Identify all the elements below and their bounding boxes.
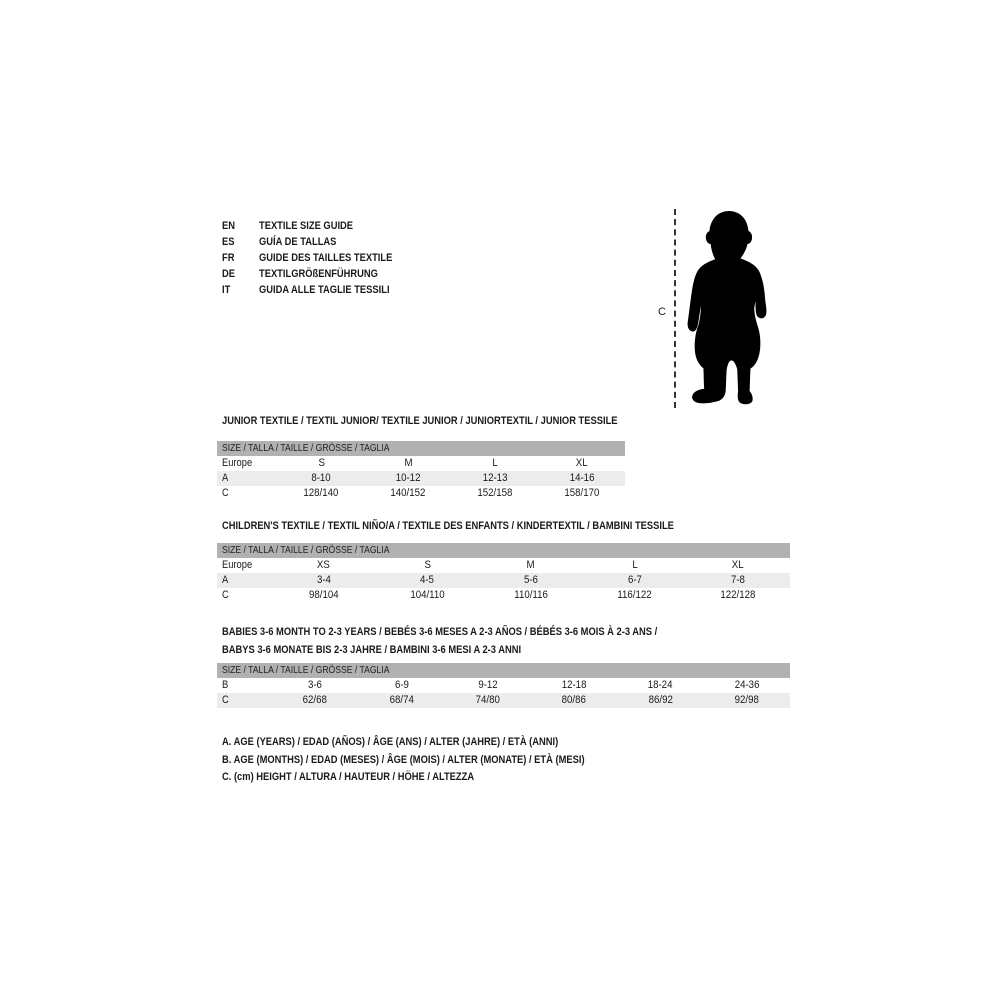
table-cell-text: 104/110 — [410, 589, 445, 601]
size-table — [217, 441, 625, 501]
table-cell-text: 7-8 — [731, 574, 746, 586]
table-row — [217, 573, 790, 588]
guide-title-text — [259, 250, 416, 266]
table-cell — [278, 486, 365, 501]
table-cell — [376, 588, 480, 603]
table-cell — [538, 456, 625, 471]
table-cell-text: L — [631, 559, 638, 571]
row-label — [217, 486, 278, 501]
table-cell — [538, 486, 625, 501]
table-cell-text: 74/80 — [475, 694, 500, 706]
table-title-line — [222, 413, 687, 431]
table-title-line — [222, 518, 754, 536]
language-title-row — [222, 266, 416, 282]
table-cell-text: 8-10 — [311, 472, 332, 484]
table-cell — [583, 558, 687, 573]
table-cell-text: 152/158 — [477, 487, 513, 499]
table-cell-text: M — [526, 559, 536, 571]
size-table — [217, 543, 790, 603]
table-cell — [445, 693, 531, 708]
row-label-text: C — [222, 487, 229, 499]
table-cell — [445, 678, 531, 693]
language-code — [222, 282, 259, 298]
size-header-bar — [217, 441, 625, 456]
table-cell — [704, 678, 790, 693]
table-cell — [272, 693, 358, 708]
table-cell — [479, 573, 583, 588]
table-title-line — [222, 624, 734, 642]
table-cell-text: 68/74 — [389, 694, 414, 706]
table-cell-text: 158/170 — [564, 487, 600, 499]
row-label — [217, 693, 272, 708]
table-cell-text: 10-12 — [395, 472, 421, 484]
row-label-text: Europe — [222, 457, 253, 469]
table-cell-text: 4-5 — [420, 574, 435, 586]
table-title — [222, 624, 734, 659]
table-cell — [452, 471, 539, 486]
language-code-text: IT — [222, 284, 231, 296]
table-cell — [272, 573, 376, 588]
size-header-bar — [217, 663, 790, 678]
table-cell — [376, 558, 480, 573]
table-cell-text: S — [318, 457, 325, 469]
table-cell-text: 9-12 — [478, 679, 498, 691]
table-cell — [583, 588, 687, 603]
table-title-text: BABIES 3-6 MONTH TO 2-3 YEARS / BEBÉS 3-6 MESES A 2-3 AÑOS / BÉBÉS 3-6 MOIS À 2-3 ANS / — [222, 626, 658, 638]
table-cell-text: 18-24 — [648, 679, 673, 691]
table-title — [222, 413, 687, 431]
table-cell — [617, 678, 703, 693]
table-cell-text: 86/92 — [648, 694, 673, 706]
table-cell-text: XL — [732, 559, 745, 571]
row-label-text: A — [222, 574, 229, 586]
toddler-silhouette-icon — [684, 208, 774, 408]
table-cell-text: XS — [317, 559, 331, 571]
table-row — [217, 558, 790, 573]
table-cell — [365, 471, 452, 486]
table-cell — [278, 456, 365, 471]
size-table — [217, 663, 790, 708]
table-cell — [686, 558, 790, 573]
table-cell-text: L — [492, 457, 498, 469]
guide-title-label: TEXTILE SIZE GUIDE — [259, 220, 354, 232]
table-cell-text: 110/116 — [514, 589, 548, 601]
row-label — [217, 456, 278, 471]
size-header-bar — [217, 543, 790, 558]
table-cell-text: 6-7 — [627, 574, 642, 586]
table-cell-text: 128/140 — [303, 487, 339, 499]
table-cell-text: 24-36 — [734, 679, 760, 691]
row-label-text: C — [222, 694, 229, 706]
language-code — [222, 234, 259, 250]
table-cell — [272, 678, 358, 693]
guide-title-label: GUIDA ALLE TAGLIE TESSILI — [259, 284, 390, 296]
table-cell-text: 5-6 — [523, 574, 538, 586]
legend-line-text: C. (cm) HEIGHT / ALTURA / HAUTEUR / HÖHE / ALTEZZA — [222, 771, 475, 783]
table-cell — [365, 486, 452, 501]
table-cell-text: 116/122 — [617, 589, 652, 601]
language-code-text: FR — [222, 252, 235, 264]
table-title-text: BABYS 3-6 MONATE BIS 2-3 JAHRE / BAMBINI 3-6 MESI A 2-3 ANNI — [222, 643, 522, 656]
guide-title-label: TEXTILGRÖßENFÜHRUNG — [259, 268, 378, 280]
table-cell — [365, 456, 452, 471]
table-row — [217, 486, 625, 501]
table-cell — [376, 573, 480, 588]
guide-title-label: GUÍA DE TALLAS — [259, 236, 337, 248]
table-cell — [617, 693, 703, 708]
language-title-row — [222, 234, 416, 250]
legend-line — [222, 769, 649, 787]
table-title-text: CHILDREN'S TEXTILE / TEXTIL NIÑO/A / TEXTILE DES ENFANTS / KINDERTEXTIL / BAMBINI TESSILE — [222, 520, 674, 532]
table-title — [222, 518, 754, 536]
language-code-text: EN — [222, 220, 235, 232]
guide-title-text — [259, 266, 399, 282]
height-measure-dashed-line — [674, 209, 676, 408]
table-cell — [452, 486, 539, 501]
table-cell — [531, 693, 617, 708]
legend-line — [222, 752, 649, 770]
table-row — [217, 678, 790, 693]
guide-title-text — [259, 234, 350, 250]
table-cell-text: 122/128 — [720, 589, 756, 601]
table-cell-text: 3-4 — [316, 574, 331, 586]
table-cell-text: 14-16 — [569, 472, 594, 484]
size-header-text: SIZE / TALLA / TAILLE / GRÖSSE / TAGLIA — [222, 664, 390, 676]
table-title-text: JUNIOR TEXTILE / TEXTIL JUNIOR/ TEXTILE JUNIOR / JUNIORTEXTIL / JUNIOR TESSILE — [222, 415, 618, 427]
table-cell — [479, 558, 583, 573]
row-label-text: A — [222, 472, 229, 484]
language-code — [222, 250, 259, 266]
table-cell-text: 6-9 — [394, 679, 409, 691]
table-cell-text: 3-6 — [308, 679, 323, 691]
language-title-row — [222, 250, 416, 266]
height-measure-label: C — [658, 306, 666, 318]
language-title-row — [222, 282, 416, 298]
guide-title-text — [259, 282, 413, 298]
table-cell-text: 12-13 — [482, 472, 508, 484]
table-row — [217, 693, 790, 708]
table-cell — [686, 588, 790, 603]
row-label — [217, 573, 272, 588]
table-cell-text: M — [404, 457, 413, 469]
size-header-text: SIZE / TALLA / TAILLE / GRÖSSE / TAGLIA — [222, 442, 390, 454]
measurement-legend — [222, 734, 649, 787]
table-cell — [704, 693, 790, 708]
table-cell — [479, 588, 583, 603]
table-cell-text: XL — [575, 457, 588, 469]
language-code-text: ES — [222, 236, 235, 248]
row-label — [217, 678, 272, 693]
size-header-text: SIZE / TALLA / TAILLE / GRÖSSE / TAGLIA — [222, 544, 390, 556]
guide-title-label: GUIDE DES TAILLES TEXTILE — [259, 252, 393, 264]
table-cell — [358, 693, 444, 708]
row-label-text: B — [222, 679, 229, 691]
table-cell-text: 140/152 — [390, 487, 426, 499]
legend-line-text: B. AGE (MONTHS) / EDAD (MESES) / ÂGE (MOIS) / ALTER (MONATE) / ETÀ (MESI) — [222, 753, 585, 766]
table-cell-text: 62/68 — [303, 694, 328, 706]
table-cell — [452, 456, 539, 471]
table-cell — [272, 588, 376, 603]
language-code — [222, 218, 259, 234]
table-cell — [583, 573, 687, 588]
table-cell — [531, 678, 617, 693]
table-row — [217, 456, 625, 471]
table-cell-text: 92/98 — [734, 694, 759, 706]
legend-line — [222, 734, 649, 752]
language-title-row — [222, 218, 416, 234]
table-cell-text: 98/104 — [308, 589, 339, 601]
row-label — [217, 588, 272, 603]
row-label — [217, 471, 278, 486]
language-title-list — [222, 218, 416, 298]
language-code-text: DE — [222, 268, 235, 280]
row-label — [217, 558, 272, 573]
table-cell — [538, 471, 625, 486]
table-cell — [358, 678, 444, 693]
table-row — [217, 471, 625, 486]
table-cell-text: S — [424, 559, 431, 571]
table-cell-text: 80/86 — [562, 694, 587, 706]
guide-title-text — [259, 218, 370, 234]
row-label-text: C — [222, 589, 229, 601]
legend-line-text: A. AGE (YEARS) / EDAD (AÑOS) / ÂGE (ANS) / ALTER (JAHRE) / ETÀ (ANNI) — [222, 736, 559, 748]
table-cell — [278, 471, 365, 486]
table-cell — [272, 558, 376, 573]
table-row — [217, 588, 790, 603]
table-title-line — [222, 642, 734, 660]
language-code — [222, 266, 259, 282]
table-cell-text: 12-18 — [561, 679, 587, 691]
table-cell — [686, 573, 790, 588]
row-label-text: Europe — [222, 559, 253, 571]
